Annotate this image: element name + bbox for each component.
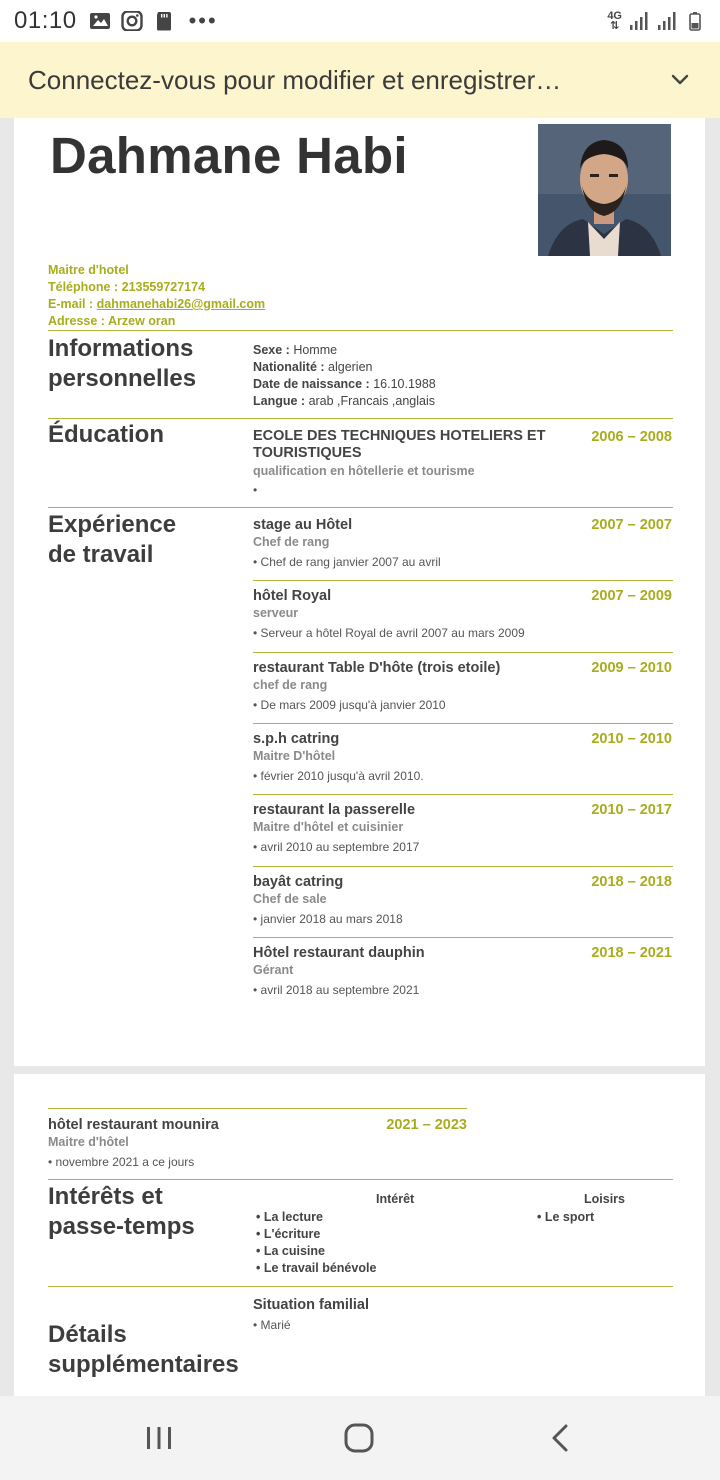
divider (253, 794, 673, 795)
signal-icon-2 (656, 11, 678, 31)
job-dates: 2007 – 2009 (591, 588, 672, 604)
more-icon: ••• (188, 8, 218, 33)
instagram-icon (121, 11, 143, 31)
job-description: • avril 2018 au septembre 2021 (253, 983, 420, 997)
interest-item: • L'écriture (256, 1227, 321, 1241)
job-title: bayât catring (253, 874, 344, 890)
info-dob: Date de naissance : 16.10.1988 (253, 377, 436, 391)
job-title: restaurant Table D'hôte (trois etoile) (253, 660, 501, 676)
profile-photo (538, 124, 671, 256)
job-position: Maitre d'hôtel et cuisinier (253, 820, 404, 834)
hobby-item: • Le sport (537, 1210, 595, 1224)
cv-page-1 (14, 118, 705, 1066)
job-title: stage au Hôtel (253, 517, 353, 533)
job-dates: 2010 – 2010 (591, 731, 672, 747)
info-language: Langue : arab ,Francais ,anglais (253, 394, 436, 408)
email-label: E-mail : (48, 297, 97, 311)
job-dates: 2007 – 2007 (591, 517, 672, 533)
divider (253, 937, 673, 938)
job-position: Chef de rang (253, 535, 330, 549)
email-link[interactable]: dahmanehabi26@gmail.com (96, 297, 266, 311)
job-description: • De mars 2009 jusqu'à janvier 2010 (253, 698, 446, 712)
job-position: Maitre D'hôtel (253, 749, 336, 763)
details-value: • Marié (253, 1318, 291, 1332)
back-icon[interactable] (543, 1420, 579, 1456)
divider (48, 1108, 467, 1109)
job-dates: 2009 – 2010 (591, 660, 672, 676)
divider (48, 330, 673, 331)
section-title-details: Détails supplémentaires (48, 1321, 239, 1378)
interests-column-head: Intérêt (376, 1192, 415, 1206)
login-banner-text: Connectez-vous pour modifier et enregistrer… (28, 64, 562, 95)
divider (253, 652, 673, 653)
candidate-name: Dahmane Habi (50, 127, 408, 184)
info-sexe: Sexe : Homme (253, 343, 338, 357)
interest-item: • Le travail bénévole (256, 1261, 377, 1275)
divider (48, 1179, 673, 1180)
section-title-education: Éducation (48, 421, 165, 448)
network-type: 4G ⇅ (607, 10, 622, 32)
job-position: Gérant (253, 963, 294, 977)
job-position: chef de rang (253, 678, 328, 692)
job-title: hôtel restaurant mounira (48, 1117, 219, 1133)
job-title: s.p.h catring (253, 731, 340, 747)
login-banner[interactable] (0, 42, 720, 118)
section-title-experience: Expérience de travail (48, 511, 177, 568)
job-title: restaurant la passerelle (253, 802, 416, 818)
section-title-interests: Intérêts et passe-temps (48, 1183, 195, 1240)
navigation-bar (0, 1396, 720, 1480)
candidate-address: Adresse : Arzew oran (48, 314, 176, 328)
candidate-email-row (48, 297, 265, 311)
clock: 01:10 (14, 7, 77, 34)
job-dates: 2021 – 2023 (386, 1117, 467, 1133)
job-position: serveur (253, 606, 299, 620)
home-icon[interactable] (341, 1420, 377, 1456)
details-label: Situation familial (253, 1297, 370, 1313)
job-description: • Serveur a hôtel Royal de avril 2007 au mars 2009 (253, 626, 525, 640)
job-description: • novembre 2021 a ce jours (48, 1155, 195, 1169)
signal-icon (628, 11, 650, 31)
education-bullet: • (253, 483, 258, 497)
candidate-phone: Téléphone : 213559727174 (48, 280, 206, 294)
education-subtitle: qualification en hôtellerie et tourisme (253, 464, 475, 478)
job-dates: 2018 – 2021 (591, 945, 672, 961)
divider (253, 580, 673, 581)
divider (48, 507, 673, 508)
job-description: • avril 2010 au septembre 2017 (253, 840, 420, 854)
section-title-personal: Informations personnelles (48, 335, 197, 392)
divider (253, 723, 673, 724)
job-title: hôtel Royal (253, 588, 332, 604)
hobbies-column-head: Loisirs (584, 1192, 625, 1206)
recent-apps-icon[interactable] (141, 1420, 177, 1456)
battery-icon (684, 11, 706, 31)
job-position: Maitre d'hôtel (48, 1135, 129, 1149)
status-bar (0, 0, 720, 42)
job-title: Hôtel restaurant dauphin (253, 945, 425, 961)
interest-item: • La lecture (256, 1210, 323, 1224)
job-description: • février 2010 jusqu'à avril 2010. (253, 769, 424, 783)
job-dates: 2018 – 2018 (591, 874, 672, 890)
divider (48, 1286, 673, 1287)
job-dates: 2010 – 2017 (591, 802, 672, 818)
interest-item: • La cuisine (256, 1244, 325, 1258)
divider (48, 418, 673, 419)
candidate-role: Maitre d'hotel (48, 263, 129, 277)
divider (253, 866, 673, 867)
info-nationality: Nationalité : algerien (253, 360, 373, 374)
education-school: ECOLE DES TECHNIQUES HOTELIERS ET TOURISTIQUES (253, 428, 546, 461)
chevron-down-icon[interactable] (668, 68, 692, 92)
job-position: Chef de sale (253, 892, 327, 906)
job-description: • Chef de rang janvier 2007 au avril (253, 555, 441, 569)
education-dates: 2006 – 2008 (591, 429, 672, 445)
image-icon (89, 11, 111, 31)
sd-card-icon (153, 11, 175, 31)
job-description: • janvier 2018 au mars 2018 (253, 912, 403, 926)
cv-page-2 (14, 1074, 705, 1396)
